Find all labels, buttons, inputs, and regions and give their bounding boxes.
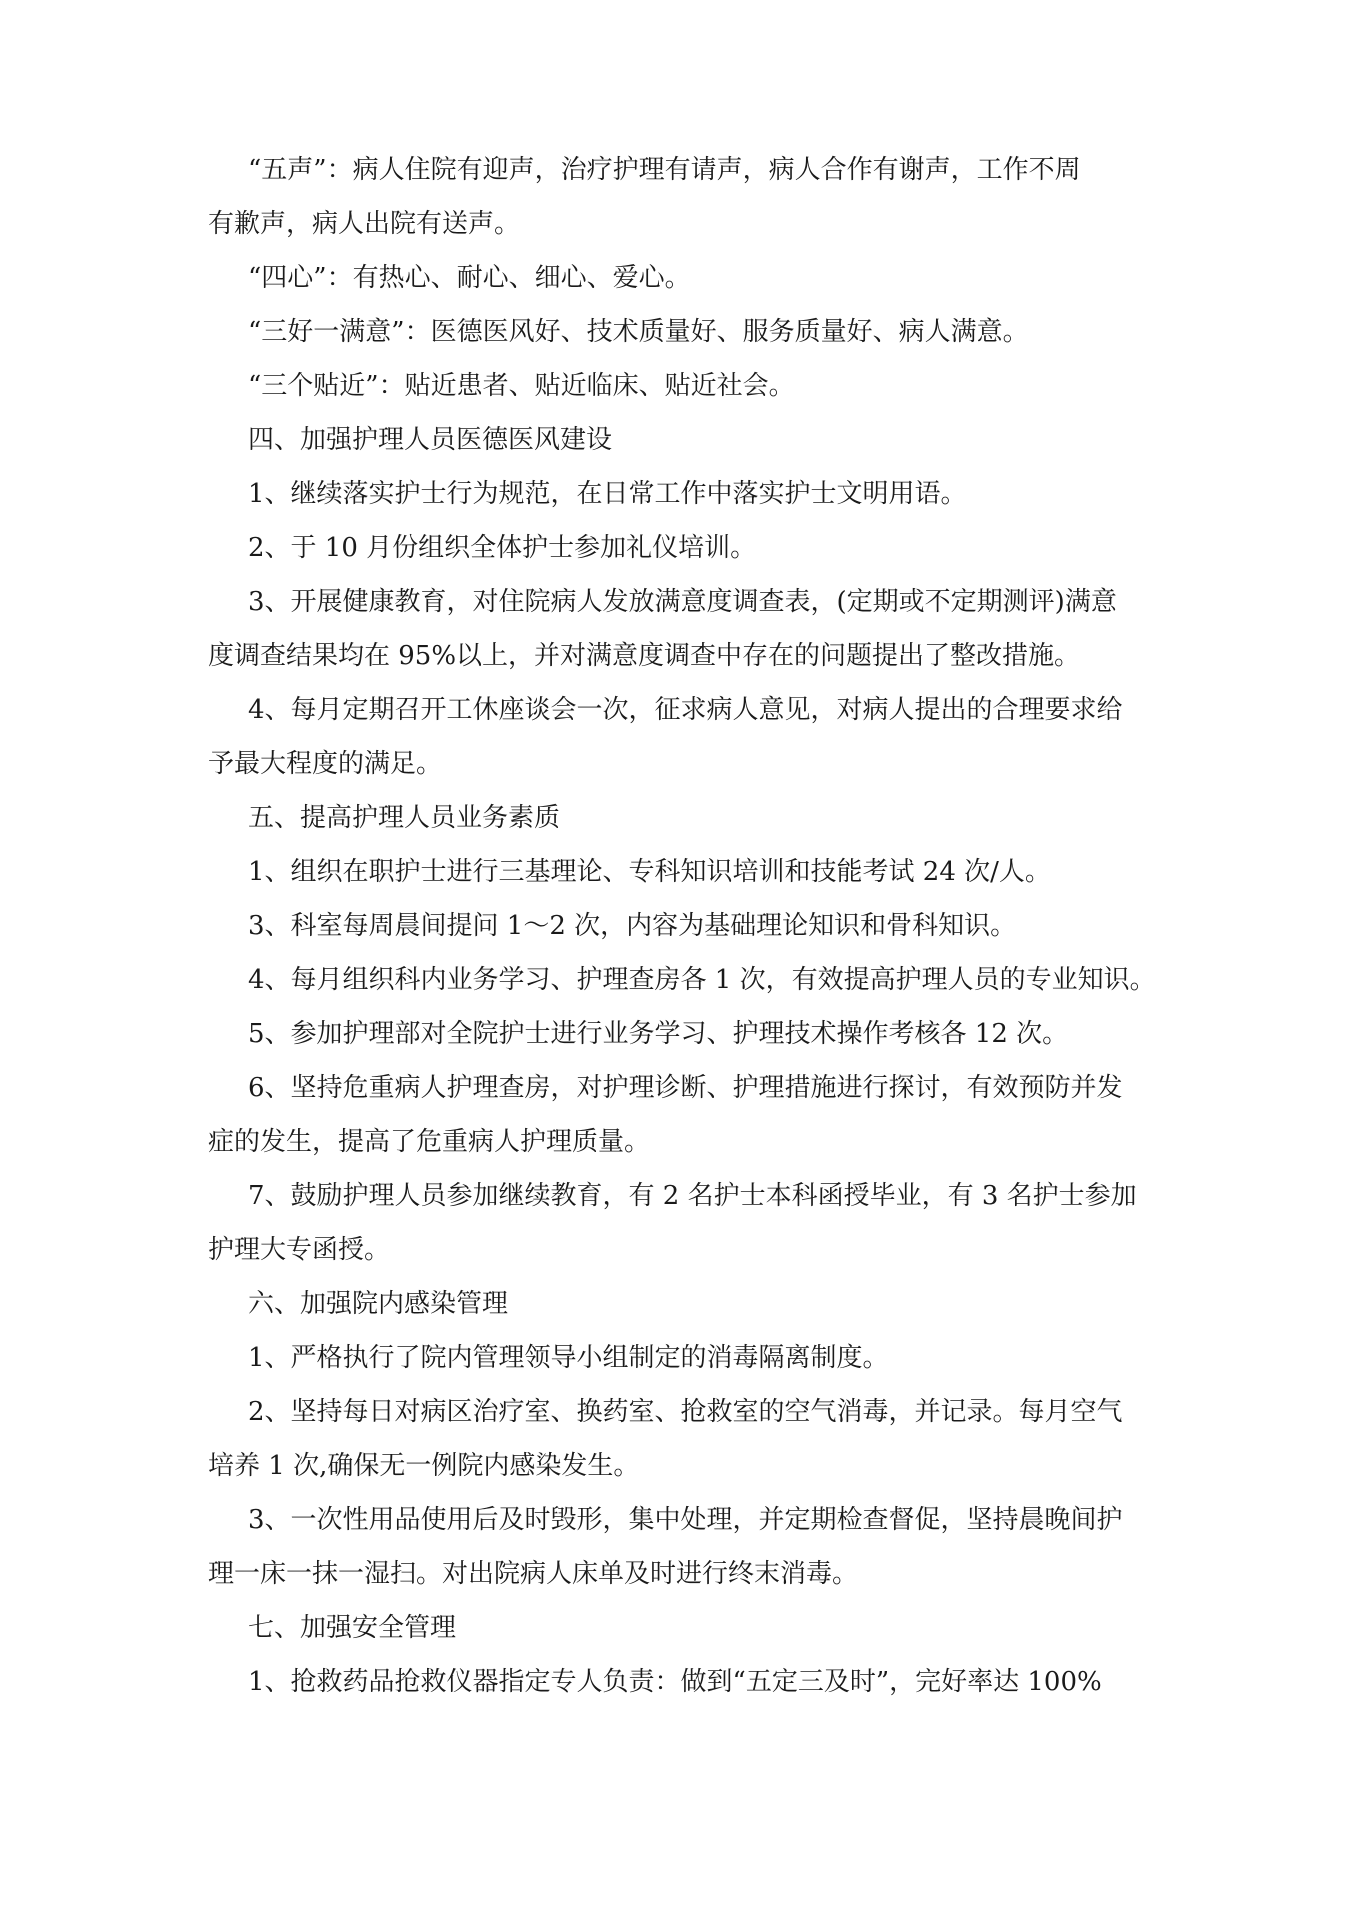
list-item (208, 521, 1178, 575)
list-item (208, 953, 1178, 1007)
section-heading-text: 四、加强护理人员医德医风建设 (248, 425, 613, 455)
text-line: “五声”：病人住院有迎声，治疗护理有请声，病人合作有谢声，工作不周 (248, 155, 1081, 185)
text-line: 有歉声，病人出院有送声。 (208, 209, 521, 239)
text-line: 7、鼓励护理人员参加继续教育，有 2 名护士本科函授毕业，有 3 名护士参加 (248, 1181, 1137, 1211)
text-line: 1、继续落实护士行为规范，在日常工作中落实护士文明用语。 (248, 479, 967, 509)
section-heading-4 (208, 413, 1178, 467)
paragraph-sixin (208, 251, 1178, 305)
paragraph-wusheng (208, 143, 1178, 251)
text-line: 理一床一抹一湿扫。对出院病人床单及时进行终末消毒。 (208, 1559, 859, 1589)
text-line: 予最大程度的满足。 (208, 749, 443, 779)
text-line: “四心”：有热心、耐心、细心、爱心。 (248, 263, 691, 293)
text-line: 3、科室每周晨间提问 1～2 次，内容为基础理论知识和骨科知识。 (248, 911, 1017, 941)
list-item (208, 1385, 1178, 1493)
text-line: 5、参加护理部对全院护士进行业务学习、护理技术操作考核各 12 次。 (248, 1019, 1069, 1049)
paragraph-sanhao (208, 305, 1178, 359)
list-item (208, 1655, 1178, 1709)
list-item (208, 575, 1178, 683)
text-line: 1、抢救药品抢救仪器指定专人负责：做到“五定三及时”，完好率达 100% (248, 1667, 1102, 1697)
list-item (208, 1493, 1178, 1601)
list-item (208, 683, 1178, 791)
section-heading-5 (208, 791, 1178, 845)
list-item (208, 467, 1178, 521)
section-heading-6 (208, 1277, 1178, 1331)
text-line: 2、坚持每日对病区治疗室、换药室、抢救室的空气消毒，并记录。每月空气 (248, 1397, 1123, 1427)
text-line: 4、每月定期召开工休座谈会一次，征求病人意见，对病人提出的合理要求给 (248, 695, 1123, 725)
text-line: 1、严格执行了院内管理领导小组制定的消毒隔离制度。 (248, 1343, 889, 1373)
section-heading-text: 七、加强安全管理 (248, 1613, 457, 1643)
text-line: 护理大专函授。 (208, 1235, 391, 1265)
text-line: 3、一次性用品使用后及时毁形，集中处理，并定期检查督促，坚持晨晚间护 (248, 1505, 1123, 1535)
text-line: 1、组织在职护士进行三基理论、专科知识培训和技能考试 24 次/人。 (248, 857, 1051, 887)
list-item (208, 1331, 1178, 1385)
list-item (208, 1169, 1178, 1277)
text-line: 2、于 10 月份组织全体护士参加礼仪培训。 (248, 533, 757, 563)
section-heading-text: 五、提高护理人员业务素质 (248, 803, 561, 833)
list-item (208, 899, 1178, 953)
document-body (208, 143, 1178, 1709)
section-heading-7 (208, 1601, 1178, 1655)
list-item (208, 1061, 1178, 1169)
text-line: “三好一满意”：医德医风好、技术质量好、服务质量好、病人满意。 (248, 317, 1029, 347)
text-line: 度调查结果均在 95%以上，并对满意度调查中存在的问题提出了整改措施。 (208, 641, 1081, 671)
list-item (208, 1007, 1178, 1061)
section-heading-text: 六、加强院内感染管理 (248, 1289, 509, 1319)
text-line: “三个贴近”：贴近患者、贴近临床、贴近社会。 (248, 371, 795, 401)
paragraph-tiejin (208, 359, 1178, 413)
text-line: 4、每月组织科内业务学习、护理查房各 1 次，有效提高护理人员的专业知识。 (248, 965, 1156, 995)
text-line: 培养 1 次,确保无一例院内感染发生。 (208, 1451, 640, 1481)
text-line: 3、开展健康教育，对住院病人发放满意度调查表，(定期或不定期测评)满意 (248, 587, 1117, 617)
text-line: 症的发生，提高了危重病人护理质量。 (208, 1127, 651, 1157)
text-line: 6、坚持危重病人护理查房，对护理诊断、护理措施进行探讨，有效预防并发 (248, 1073, 1123, 1103)
list-item (208, 845, 1178, 899)
